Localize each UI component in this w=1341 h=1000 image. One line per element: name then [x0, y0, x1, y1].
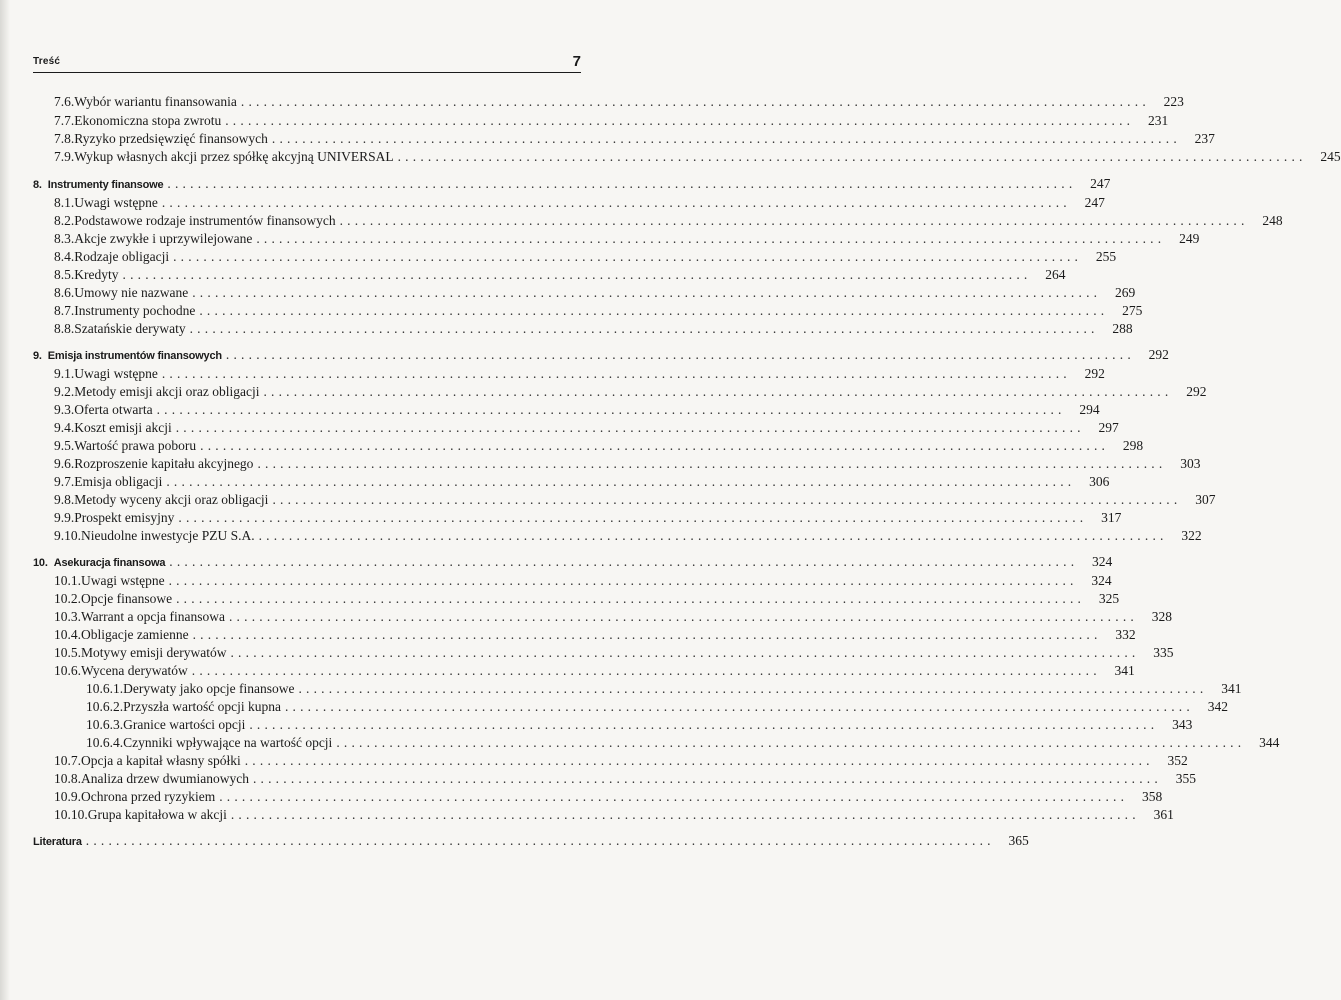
dot-leader: ........................................................................................................................ [240, 94, 1150, 109]
toc-entry-number: 10.4. [54, 627, 81, 642]
toc-entry [54, 401, 1100, 419]
toc-entry-number: 9.1. [54, 366, 75, 381]
toc-entry-title: Prospekt emisyjny [74, 510, 175, 525]
toc-entry [54, 302, 1143, 320]
toc-entry-page: 231 [1147, 113, 1169, 128]
toc-entry-title: Wykup własnych akcji przez spółkę akcyjną UNIVERSAL [74, 149, 394, 164]
toc-entry-title: Emisja obligacji [74, 474, 163, 489]
toc-entry [54, 112, 1169, 130]
toc-entry-page: 322 [1181, 528, 1202, 543]
toc-entry-page: 332 [1115, 627, 1136, 642]
toc-entry-title: Przyszła wartość opcji kupna [123, 699, 281, 714]
toc-entry [54, 437, 1144, 455]
toc-entry-page: 344 [1259, 735, 1280, 750]
dot-leader: ........................................................................................................................ [176, 591, 1086, 606]
toc-entry-title: Obligacje zamienne [81, 627, 189, 642]
toc-entry-page: 269 [1114, 285, 1136, 300]
toc-entry-title: Akcje zwykłe i uprzywilejowane [74, 231, 253, 246]
toc-entry-number: 9.6. [54, 456, 75, 471]
toc-entry [54, 212, 1283, 230]
toc-chapter-entry [33, 553, 1113, 571]
toc-entry-title: Metody emisji akcji oraz obligacji [74, 384, 260, 399]
dot-leader: ........................................................................................................................ [168, 573, 1078, 588]
toc-entry-title: Oferta otwarta [74, 402, 153, 417]
toc-entry [54, 491, 1216, 509]
toc-entry-number: 9.4. [54, 420, 75, 435]
toc-entry-number: 10.8. [54, 771, 81, 786]
dot-leader: ........................................................................................................................ [225, 347, 1135, 362]
dot-leader: ........................................................................................................................ [192, 627, 1102, 642]
toc-entry-title: Instrumenty finansowe [47, 179, 164, 191]
toc-entry [54, 383, 1207, 401]
dot-leader: ........................................................................................................................ [173, 249, 1083, 264]
toc-entry-number: 9.10. [54, 528, 81, 543]
toc-entry-number: 9.7. [54, 474, 75, 489]
toc-entry-page: 264 [1045, 267, 1066, 282]
dot-leader: ........................................................................................................................ [189, 321, 1099, 336]
toc-entry-page: 307 [1195, 492, 1216, 507]
dot-leader: ........................................................................................................................ [167, 176, 1077, 191]
dot-leader: ........................................................................................................................ [258, 528, 1168, 543]
toc-entry [54, 806, 1174, 824]
toc-entry-title: Ryzyko przedsięwzięć finansowych [74, 131, 268, 146]
toc-entry-page: 306 [1089, 474, 1110, 489]
toc-entry-page: 298 [1122, 438, 1144, 453]
toc-entry [54, 473, 1110, 491]
dot-leader: ........................................................................................................................ [298, 681, 1208, 696]
toc-entry-number: 10.2. [54, 591, 81, 606]
toc-entry [54, 148, 1341, 166]
toc-entry-title: Opcje finansowe [81, 591, 173, 606]
toc-entry [54, 266, 1066, 284]
dot-leader: ........................................................................................................................ [219, 789, 1129, 804]
toc-entry-page: 237 [1194, 131, 1215, 146]
toc-entry-title: Podstawowe rodzaje instrumentów finansowych [74, 213, 336, 228]
toc-entry-title: Nieudolne inwestycje PZU S.A. [81, 528, 255, 543]
toc-entry [86, 698, 1228, 716]
toc-entry [86, 680, 1242, 698]
toc-entry-page: 249 [1179, 231, 1200, 246]
dot-leader: ........................................................................................................................ [191, 663, 1101, 678]
toc-entry-title: Wycena derywatów [81, 663, 188, 678]
toc-entry-title: Granice wartości opcji [123, 717, 246, 732]
toc-entry-title: Ochrona przed ryzykiem [81, 789, 216, 804]
toc-entry [54, 320, 1133, 338]
toc-entry-title: Rozproszenie kapitału akcyjnego [74, 456, 254, 471]
toc-entry-number: 8.7. [54, 303, 75, 318]
toc-entry-title: Umowy nie nazwane [74, 285, 189, 300]
toc-entry-number: 9.5. [54, 438, 75, 453]
toc-entry-page: 341 [1114, 663, 1135, 678]
toc-entry-page: 245 [1320, 149, 1341, 164]
toc-entry [54, 572, 1112, 590]
dot-leader: ........................................................................................................................ [166, 474, 1076, 489]
toc-entry-page: 292 [1148, 347, 1169, 362]
toc-entry-number: 10.6.3. [86, 717, 124, 732]
toc-entry-title: Instrumenty pochodne [74, 303, 196, 318]
toc-entry-number: 10.10. [54, 807, 88, 822]
toc-entry-page: 355 [1175, 771, 1196, 786]
toc-entry-page: 352 [1167, 753, 1188, 768]
dot-leader: ........................................................................................................................ [85, 833, 995, 848]
toc-entry [54, 130, 1215, 148]
toc-entry-title: Czynniki wpływające na wartość opcji [123, 735, 333, 750]
dot-leader: ........................................................................................................................ [272, 492, 1182, 507]
toc-entry-page: 317 [1101, 510, 1122, 525]
dot-leader: ........................................................................................................................ [397, 149, 1307, 164]
dot-leader: ........................................................................................................................ [339, 213, 1249, 228]
toc-entry-title: Motywy emisji derywatów [81, 645, 227, 660]
toc-entry-title: Grupa kapitałowa w akcji [87, 807, 227, 822]
toc-entry-number: 9.8. [54, 492, 75, 507]
dot-leader: ........................................................................................................................ [336, 735, 1246, 750]
toc-entry-title: Emisja instrumentów finansowych [47, 350, 222, 362]
toc-entry-page: 275 [1122, 303, 1143, 318]
toc-entry [54, 248, 1117, 266]
toc-entry-title: Analiza drzew dwumianowych [81, 771, 249, 786]
dot-leader: ........................................................................................................................ [199, 303, 1109, 318]
toc-chapter-entry [33, 832, 1029, 850]
toc-entry-number: 10.6.1. [86, 681, 124, 696]
toc-entry-page: 324 [1091, 573, 1112, 588]
toc-entry [54, 788, 1163, 806]
toc-entry-title: Kredyty [74, 267, 119, 282]
toc-entry-page: 358 [1141, 789, 1163, 804]
toc-entry-page: 292 [1186, 384, 1207, 399]
toc-entry-title: Derywaty jako opcje finansowe [123, 681, 295, 696]
toc-entry [54, 93, 1184, 111]
toc-entry-title: Uwagi wstępne [81, 573, 165, 588]
toc-entry [54, 770, 1196, 788]
toc-entry-page: 343 [1172, 717, 1193, 732]
dot-leader: ........................................................................................................................ [249, 717, 1159, 732]
toc-entry-number: 7.7. [54, 113, 75, 128]
toc-entry-number: 8.8. [54, 321, 75, 336]
toc-entry [86, 734, 1280, 752]
toc-entry-number: 8.1. [54, 195, 75, 210]
toc-entry-number: 10.6.4. [86, 735, 124, 750]
toc-entry-number: 9.3. [54, 402, 75, 417]
toc-entry-number: 10. [33, 557, 48, 569]
toc-entry-page: 288 [1112, 321, 1133, 336]
toc-entry [54, 194, 1105, 212]
dot-leader: ........................................................................................................................ [122, 267, 1032, 282]
dot-leader: ........................................................................................................................ [230, 645, 1140, 660]
dot-leader: ........................................................................................................................ [284, 699, 1194, 714]
toc-entry [54, 365, 1105, 383]
toc-entry-title: Rodzaje obligacji [74, 249, 170, 264]
toc-entry [54, 455, 1201, 473]
toc-entry [54, 419, 1119, 437]
dot-leader: ........................................................................................................................ [252, 771, 1162, 786]
dot-leader: ........................................................................................................................ [257, 456, 1167, 471]
dot-leader: ........................................................................................................................ [263, 384, 1173, 399]
toc-entry [54, 527, 1202, 545]
toc-entry-number: 8.4. [54, 249, 75, 264]
toc-entry-title: Szatańskie derywaty [74, 321, 186, 336]
toc-entry [86, 716, 1193, 734]
toc-entry-title: Metody wyceny akcji oraz obligacji [74, 492, 269, 507]
toc-entry-number: 8.3. [54, 231, 75, 246]
toc-entry [54, 509, 1122, 527]
dot-leader: ........................................................................................................................ [271, 131, 1181, 146]
toc-entry-number: 7.6. [54, 94, 75, 109]
dot-leader: ........................................................................................................................ [175, 420, 1085, 435]
toc-chapter-entry [33, 346, 1169, 364]
toc-entry [54, 752, 1188, 770]
dot-leader: ........................................................................................................................ [200, 438, 1110, 453]
dot-leader: ........................................................................................................................ [228, 609, 1138, 624]
toc-entry-title: Opcja a kapitał własny spółki [81, 753, 241, 768]
toc-entry [54, 608, 1172, 626]
toc-entry-page: 328 [1151, 609, 1172, 624]
toc-entry-page: 324 [1092, 554, 1113, 569]
toc-entry [54, 590, 1120, 608]
dot-leader: ........................................................................................................................ [178, 510, 1088, 525]
toc-entry-title: Warrant a opcja finansowa [81, 609, 225, 624]
toc-entry-number: 8.5. [54, 267, 75, 282]
toc-entry-title: Wartość prawa poboru [74, 438, 197, 453]
toc-entry-page: 361 [1153, 807, 1174, 822]
toc-entry [54, 626, 1136, 644]
dot-leader: ........................................................................................................................ [156, 402, 1066, 417]
toc-entry-title: Asekuracja finansowa [53, 557, 166, 569]
toc-entry [54, 230, 1200, 248]
dot-leader: ........................................................................................................................ [244, 753, 1154, 768]
toc-entry-number: 9.9. [54, 510, 75, 525]
toc-entry [54, 644, 1174, 662]
toc-entry-page: 365 [1008, 833, 1029, 848]
toc-entry-number: 9.2. [54, 384, 75, 399]
toc-entry-page: 342 [1207, 699, 1228, 714]
toc-entry-page: 297 [1098, 420, 1119, 435]
toc-entry-title: Koszt emisji akcji [74, 420, 172, 435]
toc-entry-page: 341 [1221, 681, 1242, 696]
dot-leader: ........................................................................................................................ [161, 195, 1071, 210]
toc-entry-number: 9. [33, 350, 42, 362]
toc-entry-number: 10.7. [54, 753, 81, 768]
toc-entry-number: 7.9. [54, 149, 75, 164]
toc-entry-page: 247 [1084, 195, 1105, 210]
toc-entry [54, 284, 1136, 302]
toc-chapter-entry [33, 175, 1111, 193]
dot-leader: ........................................................................................................................ [161, 366, 1071, 381]
toc-entry-number: 8.6. [54, 285, 75, 300]
dot-leader: ........................................................................................................................ [192, 285, 1102, 300]
toc-entry-title: Literatura [33, 836, 82, 848]
toc-entry-page: 294 [1079, 402, 1100, 417]
toc-entry-page: 292 [1084, 366, 1105, 381]
toc-entry-number: 10.5. [54, 645, 81, 660]
toc-entry-number: 10.6.2. [86, 699, 124, 714]
toc-entry-page: 303 [1180, 456, 1201, 471]
header-page-number: 7 [572, 53, 581, 70]
toc-entry-number: 10.6. [54, 663, 81, 678]
toc-entry-page: 325 [1098, 591, 1120, 606]
toc-entry-page: 248 [1262, 213, 1283, 228]
toc-entry-title: Uwagi wstępne [74, 195, 158, 210]
toc-entry-page: 255 [1095, 249, 1117, 264]
toc-entry-number: 10.9. [54, 789, 81, 804]
toc-entry-number: 8.2. [54, 213, 75, 228]
toc-entry-title: Uwagi wstępne [74, 366, 158, 381]
toc-entry-page: 223 [1163, 94, 1184, 109]
toc-entry-number: 10.1. [54, 573, 81, 588]
dot-leader: ........................................................................................................................ [225, 113, 1135, 128]
toc-entry-title: Wybór wariantu finansowania [74, 94, 237, 109]
toc-entry-page: 247 [1090, 176, 1111, 191]
toc-entry-number: 8. [33, 179, 42, 191]
toc-entry [54, 662, 1135, 680]
dot-leader: ........................................................................................................................ [230, 807, 1140, 822]
toc-entry-title: Ekonomiczna stopa zwrotu [74, 113, 222, 128]
header-title: Treść [33, 56, 61, 67]
toc-entry-number: 7.8. [54, 131, 75, 146]
dot-leader: ........................................................................................................................ [169, 554, 1079, 569]
toc-entry-page: 335 [1153, 645, 1174, 660]
toc-entry-number: 10.3. [54, 609, 81, 624]
dot-leader: ........................................................................................................................ [256, 231, 1166, 246]
